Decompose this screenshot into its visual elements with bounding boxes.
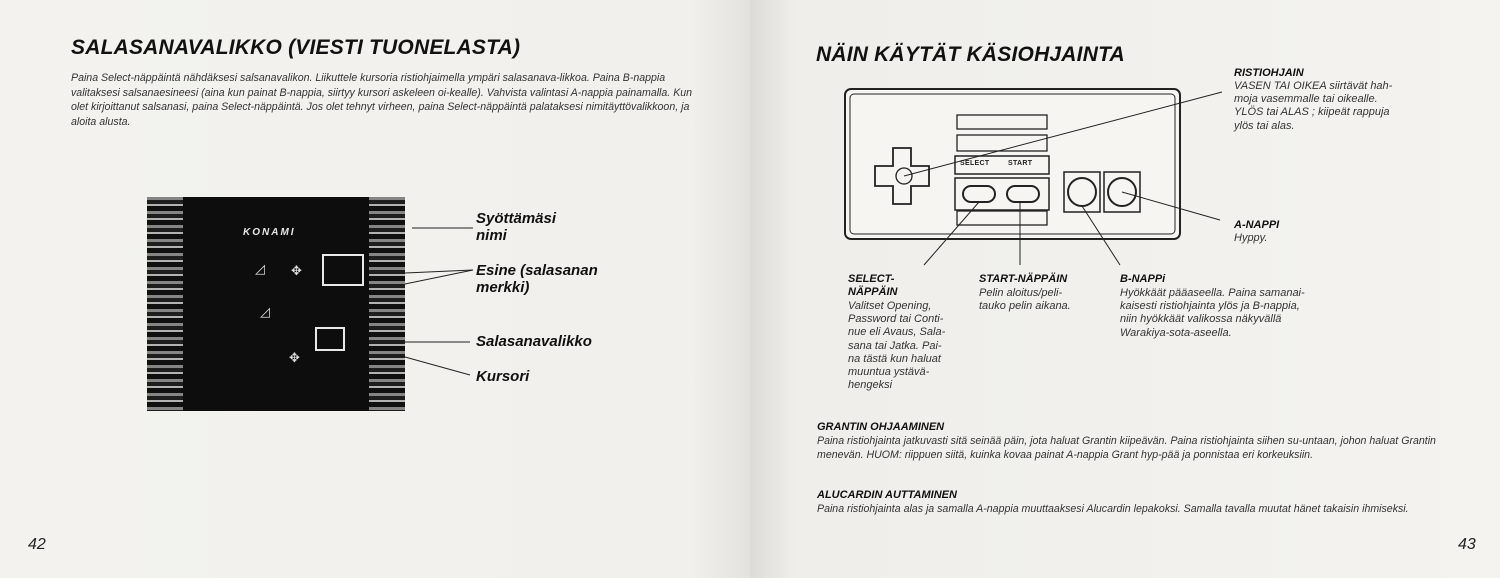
select-start-buttons-panel	[955, 178, 1049, 210]
line-cursor	[405, 357, 470, 375]
dpad-callout-text: VASEN TAI OIKEA siirtävät hah- moja vasemmalle tai oikealle. YLÖS tai ALAS ; kiipeät rappuja ylös tai alas.	[1234, 80, 1393, 132]
b-callout-head: B-NAPPi	[1120, 273, 1166, 285]
screen-logo: KONAMI	[243, 227, 296, 238]
start-callout-head: START-NÄPPÄIN	[979, 273, 1068, 285]
page-number-right: 43	[1458, 536, 1476, 553]
right-page-title: NÄIN KÄYTÄT KÄSIOHJAINTA	[816, 43, 1125, 66]
section-heading: GRANTIN OHJAAMINEN	[817, 421, 945, 433]
b-callout-text: Hyökkäät pääaseella. Paina samanai- kaisesti ristiohjainta ylös ja B-nappia, niin hyökkäät valikossa näkyvällä Warakiya-sota-aseella.	[1120, 287, 1305, 339]
select-label: SELECT	[960, 160, 990, 167]
label-item: Esine (salasanan merkki)	[476, 262, 598, 296]
a-callout-head: A-NAPPI	[1234, 219, 1280, 231]
right-page	[750, 0, 1500, 578]
left-page-intro: Paina Select-näppäintä nähdäksesi salsanavalikon. Liikuttele kursoria ristiohjaimella ympäri salasanava-likkoa. Paina B-nappia valitaksesi salsanaesineesi (aina kun painat B-nappia, siirtyy kursori askeleen oi-kealle). Vahvista valintasi A-nappia painamalla. Kun olet kirjoittanut salsanasi, paina Select-näppäintä. Jos olet tehnyt virheen, paina Select-näppäintä palataksesi nimitäyttövalikkoon, ja aloita alusta.	[71, 72, 693, 128]
start-callout-text: Pelin aloitus/peli- tauko pelin aikana.	[979, 287, 1071, 313]
dpad-callout-head: RISTIOHJAIN	[1234, 67, 1304, 79]
label-name: Syöttämäsi nimi	[476, 210, 557, 244]
page-number-left: 42	[28, 536, 46, 553]
section-heading: ALUCARDIN AUTTAMINEN	[817, 489, 957, 501]
start-label: START	[1008, 160, 1033, 167]
section-text: Paina ristiohjainta jatkuvasti sitä seinää päin, jota haluat Grantin kiipeävän. Paina ristiohjainta siihen su-untaan, johon haluat Grantin menevän. HUOM: riippuen siitä, kuinka kovaa painat A-nappia Grant hyp-pää ja ponnistaa eri korkeuksiin.	[817, 435, 1436, 461]
select-callout-text: Valitset Opening, Password tai Conti- nue eli Avaus, Sala- sana tai Jatka. Pai- na tästä kun haluat muuntua ystävä- hengeksi	[848, 300, 946, 392]
left-page-title: SALASANAVALIKKO (VIESTI TUONELASTA)	[71, 36, 521, 59]
section-text: Paina ristiohjainta alas ja samalla A-nappia muuttaaksesi Alucardin lepakoksi. Samalla tavalla muutat hänet takaisin ihmiseksi.	[817, 503, 1409, 515]
item-symbol-2: ✥	[291, 263, 302, 278]
label-cursor: Kursori	[476, 368, 530, 385]
item-symbol-1: ◿	[255, 261, 265, 276]
select-callout-head: SELECT- NÄPPÄIN	[848, 273, 898, 298]
label-menu: Salasanavalikko	[476, 333, 592, 350]
item-symbol-3: ◿	[260, 304, 270, 319]
a-callout-text: Hyppy.	[1234, 232, 1268, 244]
cursor-symbol: ✥	[289, 350, 300, 365]
